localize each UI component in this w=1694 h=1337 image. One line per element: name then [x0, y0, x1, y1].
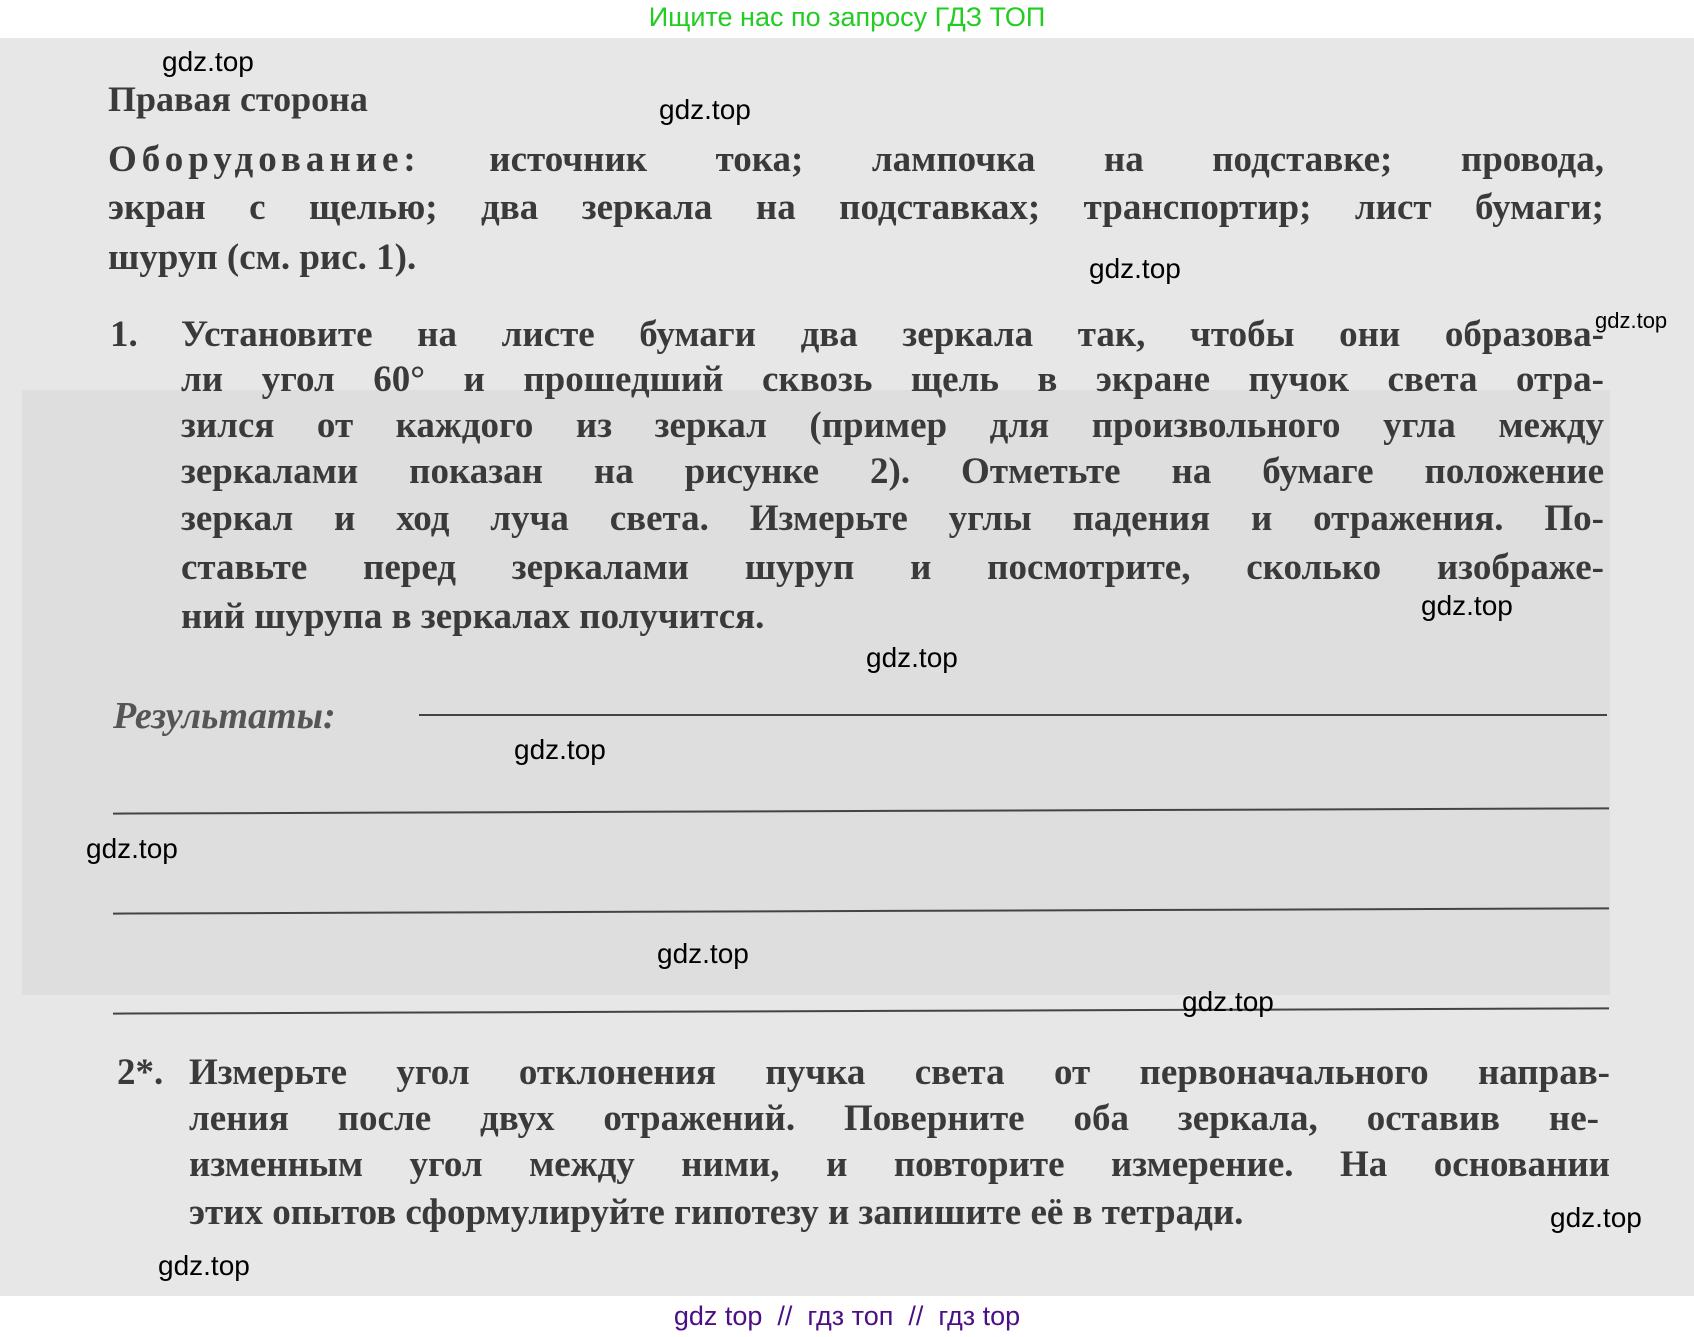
equipment-line-3: шуруп (см. рис. 1).	[108, 237, 417, 278]
watermark: gdz.top	[158, 1250, 250, 1281]
bottom-banner	[0, 1296, 1694, 1337]
task1-line: ли угол 60° и прошедший сквозь щель в экране пучок света отра-	[181, 359, 1604, 400]
task1-number: 1.	[110, 314, 138, 355]
answer-line[interactable]	[419, 714, 1607, 716]
equipment-line-2: экран с щелью; два зеркала на подставках; транспортир; лист бумаги;	[108, 187, 1604, 228]
watermark: gdz.top	[1089, 253, 1181, 284]
equipment-line-1	[108, 138, 1604, 181]
task1-line: Установите на листе бумаги два зеркала так, чтобы они образова-	[181, 314, 1604, 355]
watermark: gdz.top	[86, 833, 178, 864]
task2-line: Измерьте угол отклонения пучка света от первоначального направ-	[189, 1052, 1610, 1093]
task2-line: изменным угол между ними, и повторите измерение. На основании	[189, 1144, 1610, 1185]
watermark: gdz.top	[1550, 1202, 1642, 1233]
page-heading: Правая сторона	[108, 79, 368, 119]
task1-line: ний шурупа в зеркалах получится.	[181, 596, 765, 637]
watermark: gdz.top	[1182, 986, 1274, 1017]
results-label: Результаты:	[113, 695, 336, 737]
watermark: gdz.top	[657, 938, 749, 969]
top-banner	[0, 0, 1694, 38]
task1-line: зеркалами показан на рисунке 2). Отметьте на бумаге положение	[181, 451, 1604, 492]
task1-line: зеркал и ход луча света. Измерьте углы падения и отражения. По-	[181, 498, 1604, 539]
bottom-banner-text: gdz top // гдз топ // гдз top	[673, 1301, 1021, 1331]
task2-number: 2*.	[117, 1052, 164, 1093]
equipment-label: Оборудование:	[108, 139, 421, 180]
watermark: gdz.top	[1595, 308, 1668, 333]
watermark: gdz.top	[1421, 590, 1513, 621]
watermark: gdz.top	[866, 642, 958, 673]
task1-line: зился от каждого из зеркал (пример для произвольного угла между	[181, 405, 1604, 446]
top-banner-text: Ищите нас по запросу ГДЗ ТОП	[648, 2, 1046, 32]
task1-line: ставьте перед зеркалами шуруп и посмотрите, сколько изображе-	[181, 547, 1604, 588]
watermark: gdz.top	[514, 734, 606, 765]
watermark: gdz.top	[659, 94, 751, 125]
task2-line: этих опытов сформулируйте гипотезу и запишите её в тетради.	[189, 1192, 1244, 1233]
task2-line: ления после двух отражений. Поверните оба зеркала, оставив не-	[189, 1098, 1599, 1139]
equipment-text: источник тока; лампочка на подставке; провода,	[489, 139, 1605, 180]
watermark: gdz.top	[162, 46, 254, 77]
